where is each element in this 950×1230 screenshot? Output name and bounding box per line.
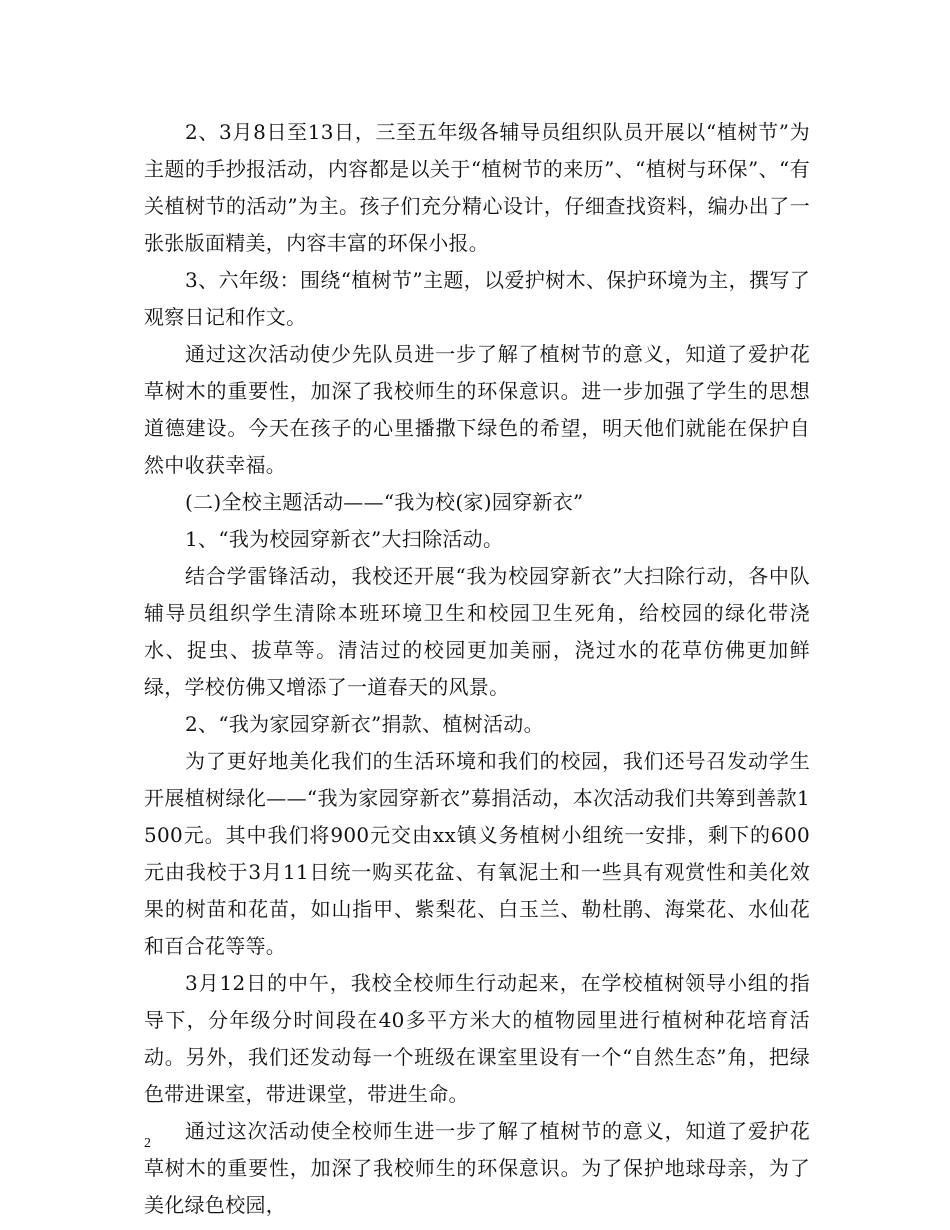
paragraph-donation: 为了更好地美化我们的生活环境和我们的校园，我们还号召发动学生开展植树绿化——“我为家园穿新衣”募捐活动，本次活动我们共筹到善款1500元。其中我们将900元交由xx镇义务植树小组统一安排，剩下的600元由我校于3月11日统一购买花盆、有氧泥土和一些具有观赏性和美化效果的树苗和花苗，如山指甲、紫梨花、白玉兰、勒杜鹃、海棠花、水仙花和百合花等等。 — [144, 749, 810, 958]
subheading-donation: 2、“我为家园穿新衣”捐款、植树活动。 — [185, 712, 544, 736]
subheading-cleanup: 1、“我为校园穿新衣”大扫除活动。 — [185, 527, 504, 551]
document-body — [144, 114, 810, 1224]
paragraph-planting: 3月12日的中午，我校全校师生行动起来，在学校植树领导小组的指导下，分年级分时间段在40多平方米大的植物园里进行植树种花培育活动。另外，我们还发动每一个班级在课室里设有一个“自然生态”角，把绿色带进课室，带进课堂，带进生命。 — [144, 971, 810, 1106]
paragraph-handmade-newspaper: 2、3月8日至13日，三至五年级各辅导员组织队员开展以“植树节”为主题的手抄报活动，内容都是以关于“植树节的来历”、“植树与环保”、“有关植树节的活动”为主。孩子们充分精心设计，仔细查找资料，编办出了一张张版面精美，内容丰富的环保小报。 — [144, 120, 810, 255]
page-number: 2 — [144, 1136, 151, 1151]
paragraph-grade-six: 3、六年级：围绕“植树节”主题，以爱护树木、保护环境为主，撰写了观察日记和作文。 — [144, 268, 810, 329]
section-heading-school-theme: (二)全校主题活动——“我为校(家)园穿新衣” — [185, 490, 584, 514]
paragraph-conclusion: 通过这次活动使全校师生进一步了解了植树节的意义，知道了爱护花草树木的重要性，加深了我校师生的环保意识。为了保护地球母亲，为了美化绿色校园， — [144, 1119, 810, 1217]
paragraph-cleanup: 结合学雷锋活动，我校还开展“我为校园穿新衣”大扫除行动，各中队辅导员组织学生清除本班环境卫生和校园卫生死角，给校园的绿化带浇水、捉虫、拔草等。清洁过的校园更加美丽，浇过水的花草仿佛更加鲜绿，学校仿佛又增添了一道春天的风景。 — [144, 564, 810, 699]
paragraph-activity-summary: 通过这次活动使少先队员进一步了解了植树节的意义，知道了爱护花草树木的重要性，加深了我校师生的环保意识。进一步加强了学生的思想道德建设。今天在孩子的心里播撒下绿色的希望，明天他们就能在保护自然中收获幸福。 — [144, 342, 810, 477]
